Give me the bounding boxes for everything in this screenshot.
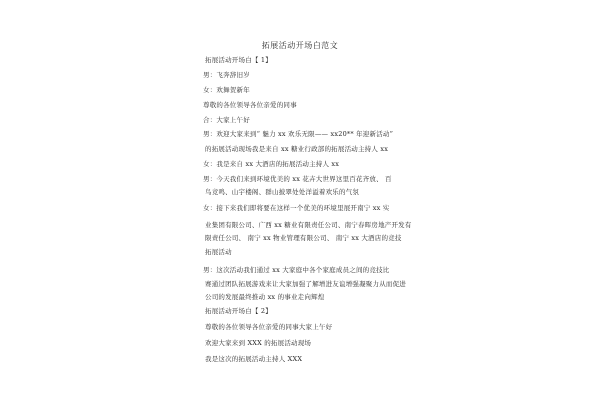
heading-part-2: 拓展活动开场白【 2】 [205, 307, 272, 315]
paragraph-line: 我是这次的拓展活动主持人 XXX [205, 355, 303, 363]
paragraph-line: 尊敬的各位领导各位亲爱的同事大家上午好 [205, 323, 333, 331]
paragraph-line: 欢迎大家来到 XXX 的拓展活动现场 [205, 339, 312, 347]
paragraph-line: 男：这次活动我们通过 xx 大家庭中各个家庭成员之间的竞技比 [203, 266, 390, 274]
paragraph-line: 赛通过团队拓展游戏来让大家加强了解增进友谊增强凝聚力从而促进 [205, 280, 406, 288]
paragraph-line: 男：欢迎大家来到“ 魅力 xx 欢乐无限—— xx20** 年迎新活动” [203, 130, 394, 138]
paragraph-line: 鸟竞鸣、山宇楼阁、群山披翠处处洋溢着欢乐的气氛 [205, 188, 360, 196]
paragraph-line: 公司的发展最终推动 xx 的事业走向辉煌 [205, 293, 325, 301]
paragraph-line: 限责任公司、 南宁 xx 物业管理有限公司、 南宁 xx 大酒店的竞技 [205, 234, 402, 242]
paragraph-line: 尊敬的各位领导各位亲爱的同事 [203, 101, 297, 109]
paragraph-line: 男：今天我们来到环境优美的 xx 花卉大世界这里百花齐放、 百 [203, 175, 392, 183]
paragraph-line: 男：飞奔辞旧岁 [203, 71, 250, 79]
paragraph-line: 拓展活动 [205, 248, 232, 256]
paragraph-line: 女：接下来我们即将要在这样一个优美的环境里展开南宁 xx 实 [203, 204, 390, 212]
paragraph-line: 女：我是来自 xx 大酒店的拓展活动主持人 xx [203, 160, 340, 168]
document-title: 拓展活动开场白范文 [261, 41, 339, 50]
paragraph-line: 合：大家上午好 [203, 116, 250, 124]
paragraph-line: 业集团有限公司、广西 xx 糖业有限责任公司、南宁春晖房地产开发有 [205, 221, 412, 229]
paragraph-line: 女：欢舞贺新年 [203, 86, 250, 94]
paragraph-line: 的拓展活动现场我是来自 xx 糖业行政部的拓展活动主持人 xx [205, 145, 389, 153]
heading-part-1: 拓展活动开场白【 1】 [205, 56, 272, 64]
